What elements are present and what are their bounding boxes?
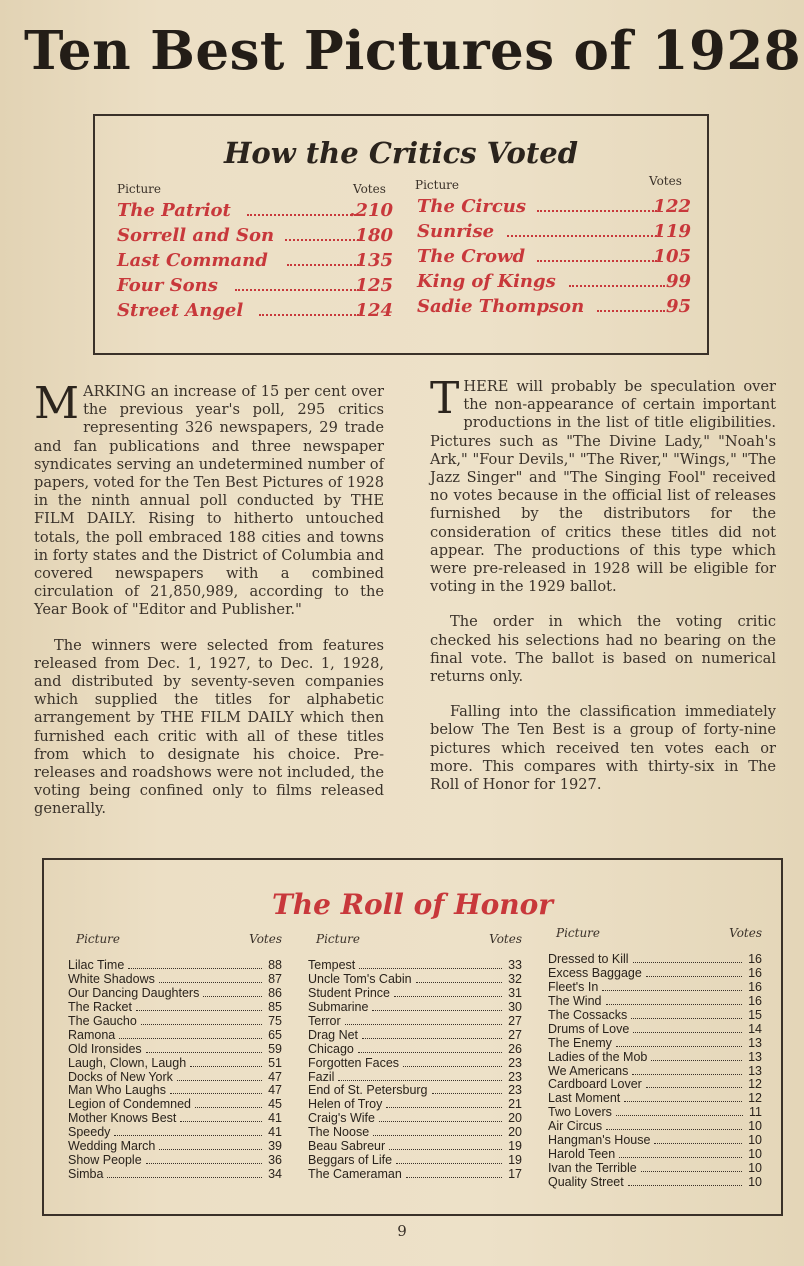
roll-row [548,1064,762,1078]
roll-row [548,966,762,980]
roll-title: The Gaucho [68,1013,137,1028]
roll-votes: 16 [748,993,762,1008]
roll-leader-dots [358,1052,502,1053]
roll-title: End of St. Petersburg [308,1083,428,1098]
roll-leader-dots [646,1087,742,1088]
roll-row [308,1056,522,1070]
roll-votes: 39 [268,1139,282,1154]
roll-column-header [308,932,522,958]
roll-row [308,1000,522,1014]
roll-row [308,1153,522,1167]
roll-leader-dots [146,1052,262,1053]
critics-left-votes-label: Votes [353,182,386,196]
roll-title: The Cameraman [308,1167,402,1182]
roll-row [548,1036,762,1050]
roll-leader-dots [359,968,502,969]
roll-leader-dots [651,1060,742,1061]
roll-row [548,1161,762,1175]
article-paragraph: The order in which the voting critic checked his selections had no bearing on the final vote. The ballot is based on numerical returns only. [430,613,776,686]
critics-votes: 125 [355,275,393,296]
roll-votes: 47 [268,1069,282,1084]
roll-votes: 65 [268,1027,282,1042]
roll-leader-dots [170,1093,262,1094]
roll-votes: 33 [508,958,522,972]
critics-row [417,271,691,296]
roll-leader-dots [180,1121,262,1122]
critics-row [417,296,691,321]
roll-leader-dots [396,1163,502,1164]
critics-row [117,250,393,275]
critics-title: Four Sons [117,275,218,296]
roll-row [548,1133,762,1147]
roll-picture-label: Picture [76,932,121,946]
roll-title: Student Prince [308,985,390,1000]
critics-votes: 95 [665,296,691,317]
roll-title: Craig's Wife [308,1111,375,1126]
critics-title: The Circus [417,196,527,217]
roll-leader-dots [203,996,262,997]
roll-row [548,1175,762,1189]
roll-row [68,1083,282,1097]
roll-row [308,1125,522,1139]
roll-column-header [548,926,762,952]
page-number: 9 [397,1222,407,1240]
critics-title: Sadie Thompson [417,296,585,317]
roll-title: Cardboard Lover [548,1077,642,1092]
roll-leader-dots [338,1080,502,1081]
roll-row [68,1167,282,1181]
roll-votes: 10 [748,1133,762,1148]
roll-votes: 13 [748,1035,762,1050]
roll-leader-dots [606,1129,742,1130]
roll-title: Terror [308,1013,341,1028]
roll-title: We Americans [548,1063,629,1078]
roll-leader-dots [394,996,502,997]
roll-title: Laugh, Clown, Laugh [68,1055,187,1070]
roll-leader-dots [632,1074,742,1075]
roll-row [548,1091,762,1105]
roll-votes: 17 [508,1167,522,1182]
critics-title: Sorrell and Son [117,225,275,246]
roll-row [68,1097,282,1111]
roll-picture-label: Picture [316,932,361,946]
roll-leader-dots [386,1107,502,1108]
roll-votes: 10 [748,1175,762,1189]
roll-votes: 15 [748,1007,762,1022]
roll-column [308,932,522,1181]
critics-row [117,275,393,300]
roll-row [68,1125,282,1139]
critics-votes: 135 [355,250,393,271]
roll-row [308,1042,522,1056]
roll-title: The Enemy [548,1035,612,1050]
roll-votes: 20 [508,1111,522,1126]
article-paragraph: Falling into the classification immediately below The Ten Best is a group of forty-nine pictures which received ten votes each or more. This compares with thirty-six in The Roll of Honor for 1927. [430,703,776,794]
roll-title: The Cossacks [548,1007,628,1022]
roll-votes: 23 [508,1083,522,1098]
roll-row [548,952,762,966]
roll-title: Old Ironsides [68,1041,142,1056]
roll-votes: 47 [268,1083,282,1098]
critics-voted-box [93,114,709,355]
critics-left-list [117,200,393,325]
critics-right-picture-label: Picture [415,178,460,192]
roll-title: The Racket [68,999,132,1014]
roll-votes-label: Votes [249,932,282,946]
roll-title: White Shadows [68,971,155,986]
critics-title: Sunrise [417,221,495,242]
roll-leader-dots [606,1004,742,1005]
critics-votes: 105 [653,246,691,267]
roll-votes: 34 [268,1167,282,1182]
roll-votes: 87 [268,971,282,986]
roll-row [68,1153,282,1167]
roll-leader-dots [416,982,502,983]
roll-title: Our Dancing Daughters [68,985,200,1000]
roll-row [308,1139,522,1153]
roll-title: Beggars of Life [308,1153,393,1168]
critics-title: The Patriot [117,200,231,221]
roll-title: Man Who Laughs [68,1083,166,1098]
roll-leader-dots [114,1135,262,1136]
roll-row [308,1028,522,1042]
roll-leader-dots [624,1101,742,1102]
roll-votes: 14 [748,1021,762,1036]
roll-leader-dots [372,1010,502,1011]
roll-title: Submarine [308,999,369,1014]
critics-title: King of Kings [417,271,556,292]
roll-votes: 26 [508,1041,522,1056]
roll-votes: 23 [508,1069,522,1084]
roll-title: Two Lovers [548,1105,612,1120]
critics-title: Last Command [117,250,268,271]
roll-leader-dots [107,1177,262,1178]
roll-title: Ladies of the Mob [548,1049,648,1064]
roll-leader-dots [619,1157,742,1158]
roll-row [308,972,522,986]
roll-title: The Wind [548,993,602,1008]
roll-row [308,1097,522,1111]
roll-leader-dots [406,1177,502,1178]
roll-row [68,958,282,972]
critics-votes: 122 [653,196,691,217]
critics-votes: .210 [349,200,393,221]
roll-row [68,1139,282,1153]
roll-row [548,1105,762,1119]
roll-title: Excess Baggage [548,965,642,980]
roll-votes: 10 [748,1147,762,1162]
critics-votes: 124 [355,300,393,321]
roll-row [68,1111,282,1125]
critics-votes: 119 [653,221,691,242]
roll-title: Beau Sabreur [308,1139,386,1154]
roll-title: Harold Teen [548,1147,616,1162]
roll-leader-dots [345,1024,502,1025]
roll-leader-dots [195,1107,262,1108]
roll-title: Last Moment [548,1091,621,1106]
roll-row [548,1119,762,1133]
roll-title: Quality Street [548,1175,624,1189]
roll-leader-dots [646,976,742,977]
roll-title: Forgotten Faces [308,1055,400,1070]
roll-row [68,1028,282,1042]
critics-row [117,225,393,250]
roll-title: Chicago [308,1041,354,1056]
roll-title: Legion of Condemned [68,1097,192,1112]
roll-row [68,1042,282,1056]
roll-votes: 23 [508,1055,522,1070]
article-paragraph: MARKING an increase of 15 per cent over the previous year's poll, 295 critics representing 326 newspapers, 29 trade and fan publications and three newspaper syndicates serving an undetermined number of papers, voted for the Ten Best Pictures of 1928 in the ninth annual poll conducted by THE FILM DAILY. Rising to hitherto untouched totals, the poll embraced 188 cities and towns in forty states and the District of Columbia and covered newspapers with a combined circulation of 21,850,989, according to the Year Book of "Editor and Publisher." [34,378,384,619]
roll-row [308,1070,522,1084]
roll-row [68,1014,282,1028]
roll-title: Helen of Troy [308,1097,383,1112]
roll-votes: 36 [268,1153,282,1168]
roll-row [308,1083,522,1097]
roll-leader-dots [616,1115,743,1116]
critics-row [417,246,691,271]
roll-title: Wedding March [68,1139,156,1154]
roll-leader-dots [628,1185,742,1186]
roll-title: Mother Knows Best [68,1111,177,1126]
roll-row [68,1056,282,1070]
roll-row [548,980,762,994]
roll-leader-dots [633,962,742,963]
roll-votes: 88 [268,958,282,972]
roll-leader-dots [641,1171,742,1172]
critics-left-picture-label: Picture [117,182,162,196]
roll-votes: 51 [268,1055,282,1070]
roll-row [308,1014,522,1028]
roll-leader-dots [190,1066,262,1067]
roll-leader-dots [362,1038,502,1039]
roll-title: Uncle Tom's Cabin [308,971,412,986]
roll-row [68,972,282,986]
roll-votes: 85 [268,999,282,1014]
roll-votes: 27 [508,1013,522,1028]
roll-leader-dots [128,968,262,969]
critics-votes: 180 [355,225,393,246]
roll-title: Drag Net [308,1027,359,1042]
roll-leader-dots [379,1121,502,1122]
roll-row [308,958,522,972]
roll-title: Speedy [68,1125,111,1140]
roll-votes: 12 [748,1077,762,1092]
roll-votes-label: Votes [489,932,522,946]
roll-leader-dots [432,1093,502,1094]
roll-column [68,932,282,1181]
roll-votes-label: Votes [729,926,762,940]
roll-row [68,1000,282,1014]
drop-cap: T [430,373,460,424]
roll-leader-dots [373,1135,502,1136]
roll-votes: 27 [508,1027,522,1042]
roll-votes: 10 [748,1119,762,1134]
roll-votes: 86 [268,985,282,1000]
roll-row [548,1008,762,1022]
roll-title: Show People [68,1153,142,1168]
roll-title: Air Circus [548,1119,603,1134]
roll-leader-dots [119,1038,262,1039]
roll-title: Simba [68,1167,104,1182]
roll-row [548,1022,762,1036]
roll-row [68,986,282,1000]
roll-row [548,994,762,1008]
roll-title: Drums of Love [548,1021,630,1036]
critics-right-list [417,196,691,321]
roll-row [308,1111,522,1125]
roll-votes: 32 [508,971,522,986]
drop-cap: M [34,378,80,429]
roll-column [548,926,762,1189]
roll-leader-dots [159,982,262,983]
article-paragraph: The winners were selected from features released from Dec. 1, 1927, to Dec. 1, 1928, and distributed by seventy-seven companies which supplied the titles for alphabetic arrangement by THE FILM DAILY which then furnished each critic with all of these titles from which to designate his choice. Pre-releases and roadshows were not included, the voting being confined only to films released generally. [34,636,384,818]
roll-votes: 45 [268,1097,282,1112]
critics-title: Street Angel [117,300,244,321]
roll-leader-dots [403,1066,502,1067]
roll-column-header [68,932,282,958]
roll-leader-dots [602,990,742,991]
roll-title: The Noose [308,1125,370,1140]
roll-title: Fazil [308,1069,335,1084]
roll-title: Hangman's House [548,1133,651,1148]
roll-votes: 21 [508,1097,522,1112]
roll-row [548,1147,762,1161]
roll-votes: 16 [748,979,762,994]
roll-votes: 59 [268,1041,282,1056]
roll-votes: 41 [268,1125,282,1140]
roll-votes: 16 [748,965,762,980]
roll-votes: 19 [508,1153,522,1168]
roll-leader-dots [177,1080,262,1081]
article-left-column [34,378,384,836]
roll-votes: 30 [508,999,522,1014]
critics-votes: 99 [665,271,691,292]
roll-votes: 75 [268,1013,282,1028]
roll-title: Tempest [308,958,356,972]
roll-title: Ivan the Terrible [548,1161,637,1176]
critics-heading: How the Critics Voted [223,136,578,170]
roll-row [548,1050,762,1064]
roll-votes: 31 [508,985,522,1000]
roll-of-honor-box [42,858,783,1216]
roll-votes: 41 [268,1111,282,1126]
critics-row [117,200,393,225]
roll-leader-dots [631,1018,742,1019]
roll-picture-label: Picture [556,926,601,940]
roll-leader-dots [389,1149,502,1150]
roll-title: Dressed to Kill [548,952,629,966]
roll-votes: 13 [748,1063,762,1078]
roll-leader-dots [616,1046,742,1047]
roll-leader-dots [159,1149,262,1150]
roll-leader-dots [654,1143,742,1144]
roll-leader-dots [141,1024,262,1025]
critics-title: The Crowd [417,246,526,267]
article-right-column [430,373,776,811]
roll-votes: 13 [748,1049,762,1064]
critics-row [417,221,691,246]
critics-row [417,196,691,221]
roll-row [308,986,522,1000]
roll-votes: 16 [748,952,762,966]
roll-heading: The Roll of Honor [271,888,554,921]
roll-votes: 12 [748,1091,762,1106]
article-paragraph: THERE will probably be speculation over the non-appearance of certain important productions in the list of title eligibilities. Pictures such as "The Divine Lady," "Noah's Ark," "Four Devils," "The River," "Wings," "The Jazz Singer" and "The Singing Fool" received no votes because in the official list of releases furnished by the distributors for the consideration of critics these titles did not appear. The productions of this type which were pre-released in 1928 will be eligible for voting in the 1929 ballot. [430,373,776,596]
roll-votes: 10 [748,1161,762,1176]
roll-row [68,1070,282,1084]
critics-row [117,300,393,325]
roll-title: Docks of New York [68,1069,173,1084]
roll-title: Ramona [68,1027,116,1042]
roll-votes: 19 [508,1139,522,1154]
roll-leader-dots [146,1163,262,1164]
roll-row [548,1077,762,1091]
roll-title: Fleet's In [548,979,599,994]
roll-leader-dots [633,1032,742,1033]
roll-title: Lilac Time [68,958,125,972]
critics-right-votes-label: Votes [649,174,682,188]
roll-leader-dots [136,1010,262,1011]
roll-votes: 20 [508,1125,522,1140]
roll-votes: 11 [749,1105,762,1120]
page-title: Ten Best Pictures of 1928 [24,20,802,82]
roll-row [308,1167,522,1181]
